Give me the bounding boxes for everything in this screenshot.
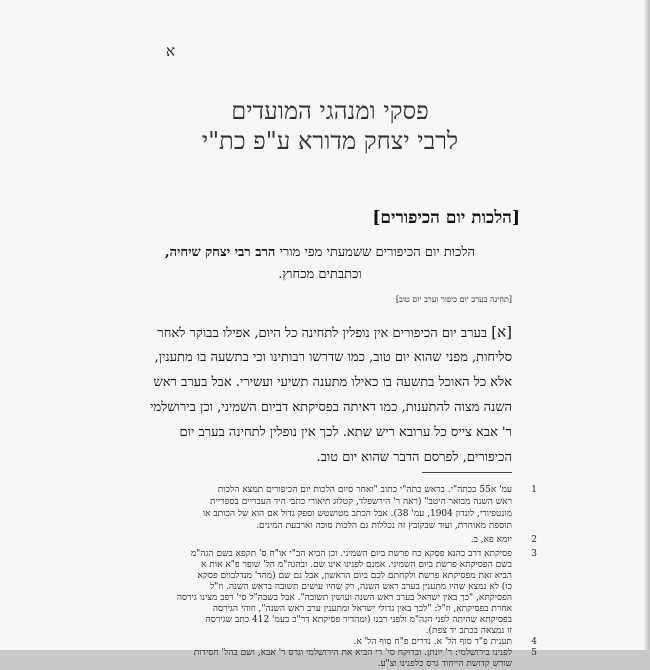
footnote-line: תוספת מאוחרת, ועוד שבקובץ זה נכללות גם הלכות סוכה וארבעת המינים. [256,521,512,531]
footnote-line: שורש קדושת הייחוד גרס כלפנינו וצ"ע. [377,659,512,669]
intro-line-2: וכתבתים מכחוץ. [278,267,362,282]
footnote-line: זו נמצאה בכתב יד צפת). [425,626,512,636]
intro-rabbi-name: הרב רבי יצחק שיחיה, [164,245,276,260]
footnote-number: 1 [531,485,537,495]
intro-text-a: הלכות יום הכיפורים [375,245,476,260]
footnote-line: הביא זאת מפסיקתא פרשת ולקחתם לכם ביום הראשון, אבל גם שם (מהד' מנדלבוים פסקא [197,571,512,581]
footnote-number: 2 [531,535,537,545]
footnote-line: כו) לא נמצא שהיו מתענין בערב ראש השנה, רק שהיו עושים תשובה בראש השנה. וז"ל [210,582,512,592]
side-heading: [תחינה בערב יום כיפור וערב יום טוב] [395,295,512,304]
paragraph-text: בערב יום הכיפורים אין נופלין לתחינה כל היום, אפילו בבוקר לאחר [157,326,492,341]
footnote-line: בפסיקתא שהיתה לפני הגה"מ ולפני רבנו (ומהדיר פסיקתא דר"כ בעמ' 412 כתב שגירסה [205,615,512,625]
paragraph-line-1 [132,320,512,346]
footnote-number: 3 [531,549,537,559]
footnote-number: 4 [531,637,537,647]
footnote-line: ראש השנה מבואר היטב" (ראה ר' הירשפלד, קטלוג תיאורי כתבי היד העבריים בספריית [210,497,512,507]
footnote-line: פסיקתא דרב כהנא פסקא כח פרשת ביום השמיני. וכן הביא הב"י או"ח ס' תקפא בשם הגה"מ [190,549,512,559]
intro-text-b: ששמעתי מפי מורי [275,245,376,260]
footnote-line: לפנינו בירושלמי: ר' יונתן. וברוקח סי' רי הביא את הירושלמי וגרס ר' אבא, ושם בהל' חסידות [193,648,512,658]
paragraph-marker: [א] [491,323,512,341]
footnote-line: תענית פ"ד סוף הל' א. נדרים פ"ח סוף הל' א. [353,637,512,647]
intro-line-1 [110,242,530,264]
paragraph-line-6: הכיפורים, לפרסם הדבר שהוא יום טוב. [316,450,512,465]
title-line-1: פסקי ומנהגי המועדים [231,97,429,125]
paragraph-line-3: אלא כל האוכל בתשעה בו כאילו מתענה תשיעי ועשירי. אבל בערב ראש [153,375,512,390]
footnote-line: הפסיקתא, "כך באין ישראל בערב ראש השנה ועושין תשובה". אבל בשבה"ל סי' רפב מצינו גירסה [176,593,512,603]
footnote-line: מונטפיורי, לונדון 1904, עמ' 38). אבל הכתב מטושטש וספק גדול אם הוא של הכותב או [202,509,512,519]
title-line-2: לרבי יצחק מדורא ע"פ כת"י [201,127,459,155]
page-number: א [166,42,176,60]
footnote-divider [422,472,512,473]
footnote-line: אחרת בפסיקתא, וז"ל: "לכך באין גדולי ישראל ומתענין ערב ראש השנה", וזוהי הגירסה [212,604,512,614]
footnote-line: בשם הפסיקתא פרשת ביום השמיני. אמנם לפנינו אינו שם. ובהגה"מ הל' שופר פ"א אות א [201,560,512,570]
binding-shadow [644,0,650,650]
paragraph-line-4: השנה מצוה להתענות, כמו דאיתה בפסיקתא דביום השמיני, וכן בירושלמי [150,400,512,415]
footnote-line: יומא פא, ב. [470,535,512,545]
paragraph-line-5: ר' אבא צייס כל ערובא ריש שתא. לכך אין נופלין לתחינה בערב יום [179,425,512,440]
footnote-line: עמ' א55 בכתה"י. בראש כתה"י כתוב "ואחר סיום הלכות יום הכיפורים תמצא הלכות [217,485,512,495]
section-heading: [הלכות יום הכיפורים] [372,208,520,228]
footnote-number: 5 [531,648,537,658]
paragraph-line-2: סליחות, מפני שהוא יום טוב, כמו שדרשו רבותינו וכי בתשעה בו מתענין, [154,350,512,365]
